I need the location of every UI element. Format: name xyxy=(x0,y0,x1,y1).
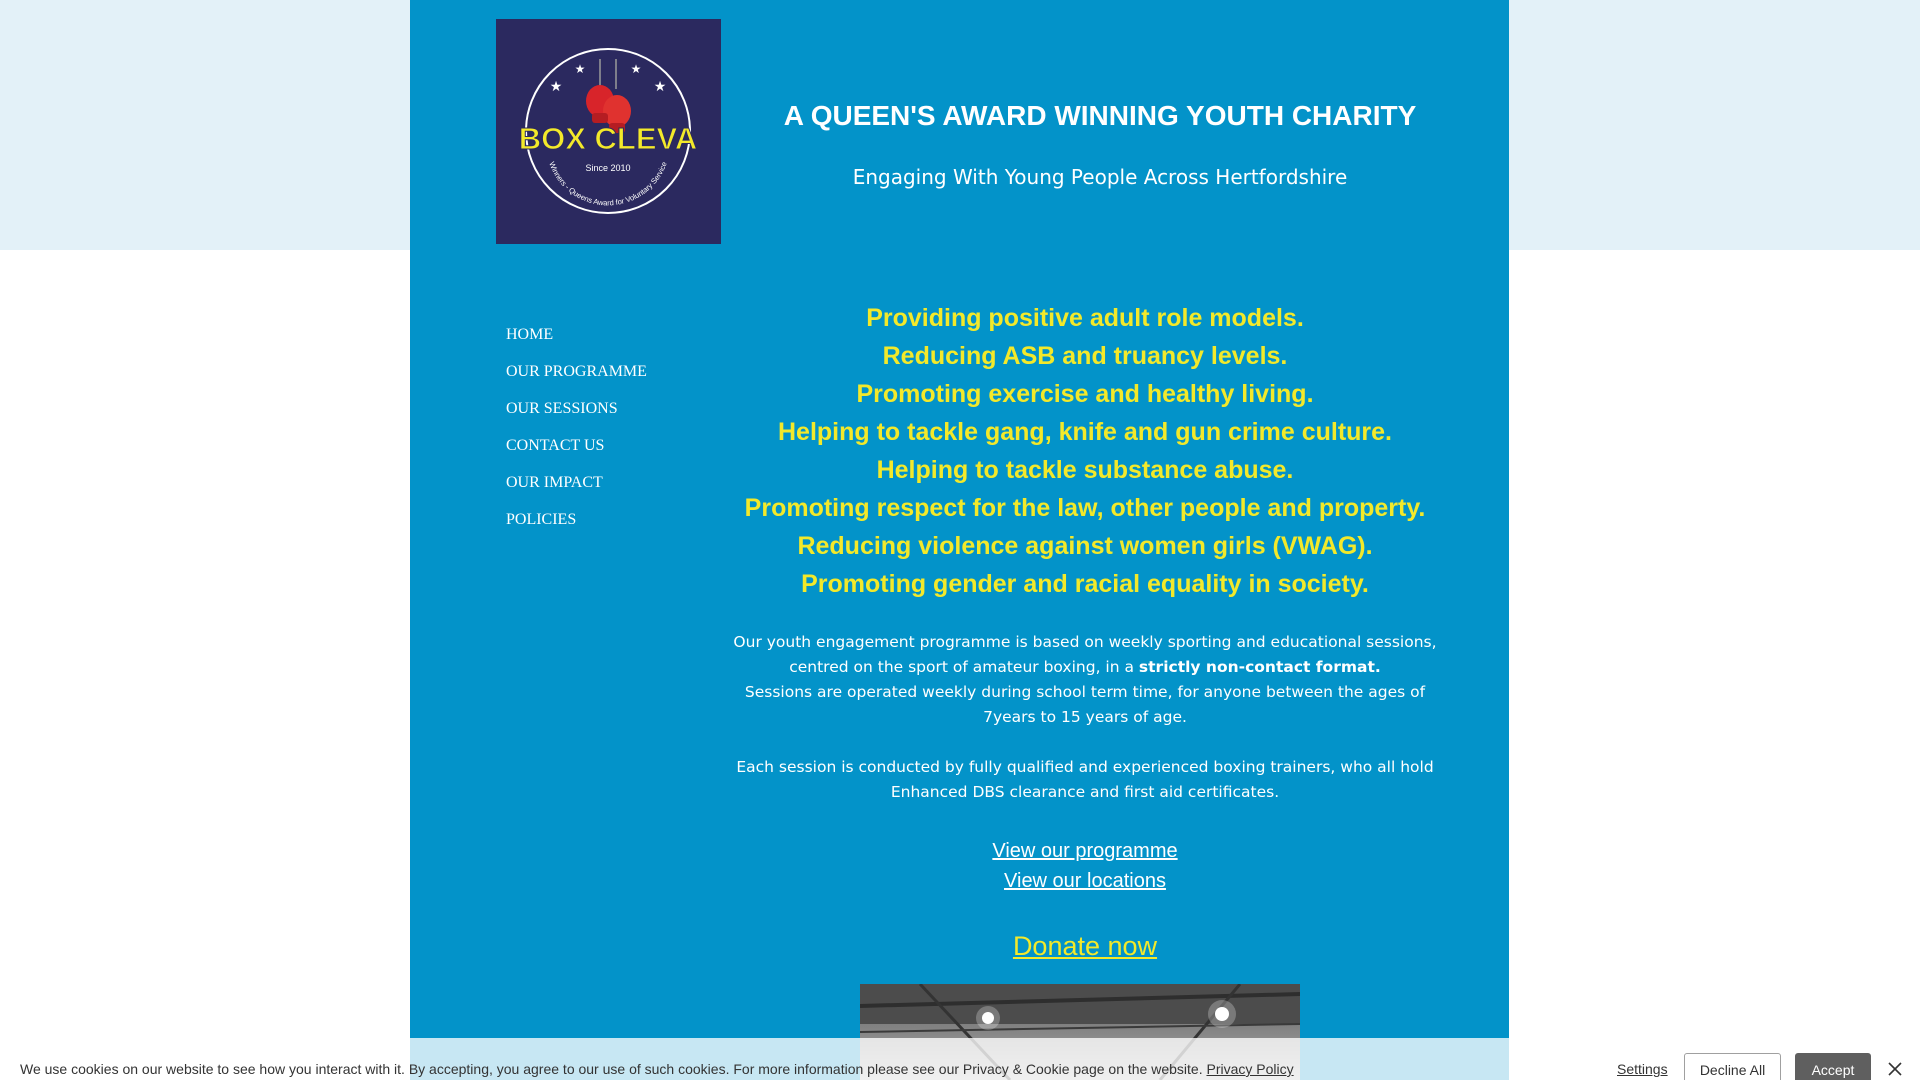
nav-item-home[interactable]: HOME xyxy=(506,326,554,343)
description-paragraph-3: Each session is conducted by fully qualified and experienced boxing trainers, who all hold Enhanced DBS clearance and first aid certificates. xyxy=(736,758,1434,801)
nav-item-our-sessions[interactable]: OUR SESSIONS xyxy=(506,400,618,417)
svg-text:★: ★ xyxy=(630,62,642,76)
logo-graphic xyxy=(496,19,721,244)
nav-item-policies[interactable]: POLICIES xyxy=(506,511,577,528)
nav-item-contact-us[interactable]: CONTACT US xyxy=(506,437,605,454)
nav-item-our-impact[interactable]: OUR IMPACT xyxy=(506,474,603,491)
logo-since-text: Since 2010 xyxy=(585,163,631,173)
donate-section xyxy=(720,926,1450,966)
mission-item: Promoting respect for the law, other people and property. xyxy=(744,494,1426,522)
svg-text:★: ★ xyxy=(549,79,563,95)
mission-item: Promoting gender and racial equality in society. xyxy=(801,570,1369,598)
main-navigation xyxy=(506,320,706,542)
description-paragraph-2: Sessions are operated weekly during school term time, for anyone between the ages of 7years to 15 years of age. xyxy=(744,683,1426,726)
view-locations-link[interactable]: View our locations xyxy=(1004,870,1166,892)
logo-brand-text: BOX CLEVA xyxy=(518,121,698,156)
mission-item: Promoting exercise and healthy living. xyxy=(856,380,1314,408)
mission-item: Reducing violence against women girls (VWAG). xyxy=(797,532,1373,560)
box-cleva-logo[interactable] xyxy=(496,19,721,244)
programme-description xyxy=(720,630,1450,805)
page-subtitle: Engaging With Young People Across Hertfordshire xyxy=(852,165,1348,189)
accept-button[interactable]: Accept xyxy=(1795,1053,1871,1080)
cookie-message-text: We use cookies on our website to see how you interact with it. By accepting, you agree to our use of such cookies. For more information please see our Privacy & Cookie page on the website. xyxy=(20,1061,1203,1077)
nav-item-our-programme[interactable]: OUR PROGRAMME xyxy=(506,363,647,380)
mission-item: Helping to tackle substance abuse. xyxy=(876,456,1294,484)
logo-award-text: Winners - Queens Award for Voluntary Service xyxy=(547,160,669,208)
mission-list xyxy=(720,299,1450,603)
view-programme-link[interactable]: View our programme xyxy=(992,840,1178,862)
decline-all-button[interactable]: Decline All xyxy=(1684,1053,1781,1080)
description-lead: Our youth engagement programme is based on weekly sporting and educational sessions, centred on the sport of amateur boxing, in a xyxy=(733,633,1437,676)
cookie-message xyxy=(20,1061,1294,1077)
description-paragraph-1 xyxy=(720,630,1450,680)
close-icon-graphic xyxy=(1886,1060,1904,1078)
cookie-settings-link[interactable]: Settings xyxy=(1617,1061,1668,1077)
quick-links xyxy=(720,836,1450,896)
page-title: A QUEEN'S AWARD WINNING YOUTH CHARITY xyxy=(783,100,1417,131)
svg-text:★: ★ xyxy=(574,62,586,76)
privacy-policy-link[interactable]: Privacy Policy xyxy=(1206,1061,1294,1077)
donate-now-link[interactable]: Donate now xyxy=(1012,931,1158,961)
mission-item: Helping to tackle gang, knife and gun crime culture. xyxy=(778,418,1392,446)
svg-text:★: ★ xyxy=(653,79,667,95)
close-icon[interactable] xyxy=(1886,1060,1904,1078)
mission-item: Providing positive adult role models. xyxy=(866,304,1304,332)
description-emphasis: strictly non-contact format. xyxy=(1138,658,1381,676)
mission-item: Reducing ASB and truancy levels. xyxy=(882,342,1288,370)
